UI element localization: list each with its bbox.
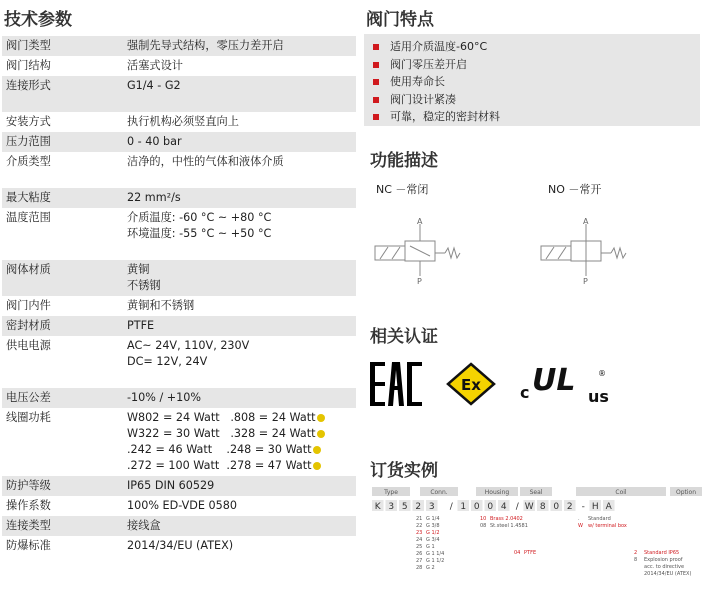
option-value: 2014/34/EU (ATEX) [644, 571, 692, 577]
order-code-char: - [581, 502, 585, 512]
option-value: acc. to directive [644, 564, 685, 570]
spec-label: 阀门类型 [6, 39, 51, 52]
nc-label: NC －常闭 [376, 183, 429, 196]
spec-value: PTFE [127, 319, 155, 332]
spec-row [2, 536, 356, 556]
spec-value: G1/4 - G2 [127, 79, 181, 92]
spec-row [2, 132, 356, 152]
conn-value: G 1 1/2 [426, 558, 445, 564]
order-code-char: A [605, 502, 612, 512]
spec-label: 阀体材质 [6, 263, 51, 276]
ul-registered: ® [598, 369, 606, 378]
feature-list [364, 34, 700, 126]
spec-row [2, 336, 356, 388]
no-valve-symbol [536, 216, 636, 286]
spec-row [2, 36, 356, 56]
conn-code: 27 [416, 558, 423, 564]
spec-value: 0 - 40 bar [127, 135, 182, 148]
no-port-a: A [583, 217, 589, 226]
coil-value: Standard [588, 516, 611, 522]
conn-value: G 2 [426, 565, 435, 571]
function-title: 功能描述 [370, 151, 438, 171]
conn-value: G 1/4 [426, 516, 440, 522]
conn-code: 21 [416, 516, 423, 522]
spec-value: -10% / +10% [127, 391, 202, 404]
conn-code: 24 [416, 537, 423, 543]
nc-port-a: A [417, 217, 423, 226]
spec-value: 2014/34/EU (ATEX) [127, 539, 234, 552]
spec-value: W802 = 24 Watt .808 = 24 Watt W322 = 30 Watt .328 = 24 Watt .242 = 46 Watt .248 = 30 Watt .272 = 100 Watt .278 = 47 Watt [127, 410, 356, 474]
spec-row [2, 408, 356, 476]
spec-row [2, 260, 356, 296]
order-code-char: 2 [566, 502, 573, 512]
order-code-svg [372, 487, 702, 599]
spec-label: 连接类型 [6, 519, 51, 532]
spec-label: 电压公差 [6, 391, 51, 404]
conn-code: 25 [416, 544, 423, 550]
order-code-char: K [374, 502, 381, 512]
atex-ex-logo [446, 362, 496, 406]
spec-label: 最大粘度 [6, 191, 51, 204]
conn-code: 23 [416, 530, 423, 536]
spec-label: 线圈功耗 [6, 411, 51, 424]
feature-item: 阀门设计紧凑 [372, 91, 700, 109]
conn-value: G 3/8 [426, 523, 440, 529]
conn-code: 28 [416, 565, 423, 571]
spec-row [2, 112, 356, 132]
order-header-text: Option [675, 489, 697, 496]
spec-row [2, 496, 356, 516]
order-code-char: / [449, 502, 453, 512]
order-code-char: 3 [388, 502, 395, 512]
option-code: 2 [634, 550, 638, 556]
coil-code: W [578, 523, 583, 529]
coil-code: . [578, 516, 580, 522]
tech-params-title: 技术参数 [4, 10, 72, 30]
spec-row [2, 296, 356, 316]
order-code-char: 0 [553, 502, 560, 512]
certs-title: 相关认证 [370, 327, 438, 347]
spec-label: 阀门结构 [6, 59, 51, 72]
conn-value: G 1 1/4 [426, 551, 445, 557]
ul-c: c [520, 383, 530, 402]
order-code-char: 8 [539, 502, 546, 512]
order-header-text: Conn. [430, 489, 448, 496]
order-code-block [372, 487, 702, 599]
coin-icon [313, 446, 321, 454]
no-port-p: P [583, 277, 588, 286]
order-header-text: Coil [615, 489, 627, 496]
spec-row [2, 476, 356, 496]
nc-port-p: P [417, 277, 422, 286]
spec-value: 活塞式设计 [127, 59, 183, 72]
features-title: 阀门特点 [366, 10, 434, 30]
order-code-char: 2 [415, 502, 422, 512]
feature-item: 使用寿命长 [372, 73, 700, 91]
spec-label: 防爆标准 [6, 539, 51, 552]
spec-row [2, 188, 356, 208]
spec-label: 连接形式 [6, 79, 51, 92]
spec-value: 接线盒 [127, 519, 161, 532]
nc-valve-symbol [370, 216, 470, 286]
order-code-char: 0 [487, 502, 494, 512]
spec-value: 介质温度: -60 °C ~ +80 °C 环境温度: -55 °C ~ +50 °C [127, 211, 272, 240]
spec-label: 操作系数 [6, 499, 51, 512]
conn-value: G 1/2 [426, 530, 440, 536]
spec-row [2, 388, 356, 408]
spec-value: 强制先导式结构，零压力差开启 [127, 39, 284, 52]
order-header-text: Type [384, 489, 398, 496]
option-value: Standard IP65 [644, 550, 680, 556]
order-code-char: 4 [500, 502, 507, 512]
order-code-char: 0 [473, 502, 480, 512]
conn-value: G 3/4 [426, 537, 440, 543]
spec-row [2, 316, 356, 336]
spec-label: 阀门内件 [6, 299, 51, 312]
coin-icon [317, 430, 325, 438]
spec-value: 100% ED-VDE 0580 [127, 499, 237, 512]
order-code-char: 3 [428, 502, 435, 512]
spec-row [2, 516, 356, 536]
spec-label: 供电电源 [6, 339, 51, 352]
spec-label: 介质类型 [6, 155, 51, 168]
spec-label: 安装方式 [6, 115, 51, 128]
spec-row [2, 76, 356, 112]
coin-icon [313, 462, 321, 470]
spec-row [2, 152, 356, 188]
housing-value: St.steel 1.4581 [490, 523, 528, 529]
spec-value: 执行机构必须竖直向上 [127, 115, 239, 128]
spec-value: 洁净的，中性的气体和液体介质 [127, 155, 284, 168]
option-value: Explosion proof [644, 557, 683, 563]
spec-label: 防护等级 [6, 479, 51, 492]
feature-item: 阀门零压差开启 [372, 56, 700, 74]
housing-value: Brass 2.0402 [490, 516, 523, 522]
ul-logo [516, 362, 612, 406]
feature-item: 可靠，稳定的密封材料 [372, 108, 700, 126]
spec-value: IP65 DIN 60529 [127, 479, 215, 492]
spec-label: 密封材质 [6, 319, 51, 332]
order-header-text: Seal [529, 489, 543, 496]
housing-code: 08 [480, 523, 487, 529]
ul-us: us [588, 387, 609, 406]
spec-label: 压力范围 [6, 135, 51, 148]
option-code: 8 [634, 557, 638, 563]
coin-icon [317, 414, 325, 422]
order-title: 订货实例 [370, 461, 438, 481]
conn-code: 22 [416, 523, 423, 529]
spec-row [2, 56, 356, 76]
eac-logo [370, 362, 424, 406]
seal-value: PTFE [524, 550, 537, 556]
ex-text: Ex [461, 376, 481, 394]
feature-item: 适用介质温度-60°C [372, 38, 700, 56]
conn-code: 26 [416, 551, 423, 557]
spec-label: 温度范围 [6, 211, 51, 224]
coil-value: w/ terminal box [588, 523, 627, 529]
order-code-char: W [524, 502, 534, 512]
seal-code: 04 [514, 550, 521, 556]
order-code-char: / [515, 502, 519, 512]
housing-code: 10 [480, 516, 487, 522]
order-header-text: Housing [484, 489, 510, 496]
spec-table [2, 36, 356, 556]
spec-row [2, 208, 356, 260]
no-label: NO －常开 [548, 183, 602, 196]
spec-value: AC~ 24V, 110V, 230V DC= 12V, 24V [127, 339, 250, 368]
order-code-char: 5 [401, 502, 408, 512]
ul-main: UL [532, 363, 576, 398]
conn-value: G 1 [426, 544, 435, 550]
spec-value: 黄铜和不锈钢 [127, 299, 195, 312]
spec-value: 黄铜 不锈钢 [127, 263, 161, 292]
spec-value: 22 mm²/s [127, 191, 181, 204]
order-code-char: H [591, 502, 599, 512]
order-code-char: 1 [460, 502, 467, 512]
